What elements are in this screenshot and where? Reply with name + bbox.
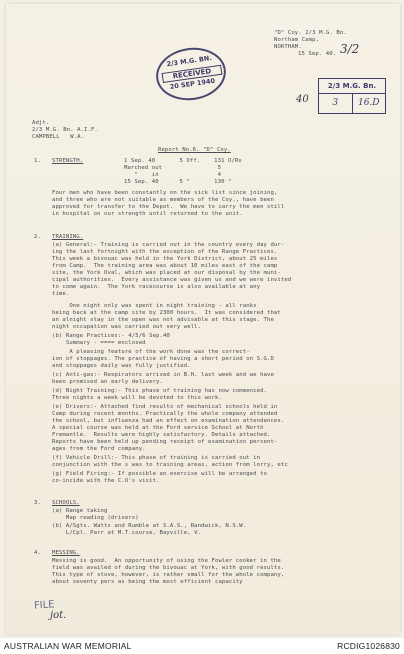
training-line: to come again. The York racecourse is also available at any (52, 284, 261, 290)
file-mark: FILE (33, 599, 55, 612)
section-number: 1. (34, 158, 41, 164)
section-heading: MESSING. (52, 550, 80, 556)
training-line: (d) Night Training:- This phase of training has now commenced. (52, 388, 267, 394)
schools-line: (a) Range taking (52, 508, 108, 514)
training-line: (g) Field Firing:- If possible an exercise will be arranged to (52, 471, 267, 477)
strength-row: Marched out 5 (124, 165, 222, 171)
messing-line: Messing is good. An opportunity of using the Fowler cooker in the (52, 558, 281, 564)
strength-row: " in 4 (124, 172, 222, 178)
section-number: 3. (34, 500, 41, 506)
received-stamp (153, 43, 230, 104)
registry-stamp (318, 78, 386, 114)
training-line: (f) Vehicle Drill:- This phase of training is carried out in (52, 455, 261, 461)
training-line: being back at the camp site by 2300 hours. It was considered that (52, 310, 281, 316)
training-line: been promised an early delivery. (52, 379, 163, 385)
training-line: site, the York Oval, which was placed at our disposal by the muni- (52, 270, 281, 276)
training-line: (e) Drivers:- Attached find results of mechanical schools held in (52, 404, 278, 410)
document-sheet (6, 4, 400, 634)
received-stamp-unit: 2/3 M.G. BN. (166, 53, 213, 69)
archive-footer (0, 638, 404, 654)
addressee-line: Adjt. (32, 120, 50, 126)
training-line: Camp during recent months. Practically the whole company attended (52, 411, 278, 417)
addressee-line: CAMPBELL W.A. (32, 134, 85, 140)
training-line: Summary - ==== enclosed (52, 340, 146, 346)
registry-stamp-title: 2/3 M.G. Bn. (319, 79, 385, 94)
schools-line: L/Cpl. Parr at M.T.course, Bayville, V. (52, 530, 202, 536)
paragraph-line: and three who are not suitable as members of the Coy., have been (52, 197, 274, 203)
training-line: night occupation was carried out very well. (52, 324, 202, 330)
training-line: A special course was held at the Ford service School at North (52, 425, 264, 431)
training-line: A pleasing feature of the work done was the correct- (52, 349, 250, 355)
header-date: 15 Sep. 40. (298, 51, 337, 57)
section-heading: SCHOOLS. (52, 500, 80, 506)
schools-line: Map reading (drivers) (52, 515, 139, 521)
paragraph-line: in hospital on our strength until returned to the unit. (52, 211, 243, 217)
training-line: (b) Range Practices:- 4/5/6 Sep.40 (52, 333, 170, 339)
header-unit: "D" Coy. 2/3 M.G. Bn. (274, 30, 347, 36)
header-camp: Northam Camp, (274, 37, 320, 43)
registry-stamp-cell: 16.D (357, 98, 380, 108)
messing-line: This type of stove, however, is rather small for the whole company, (52, 572, 285, 578)
header-town: NORTHAM. (274, 44, 302, 50)
section-heading: TRAINING. (52, 234, 84, 240)
archive-record-id: RCDIG1026830 (337, 641, 400, 651)
section-heading: STRENGTH. (52, 158, 84, 164)
strength-row: 15 Sep. 40 5 " 130 " (124, 179, 232, 185)
strength-row: 1 Sep. 40 5 Off. 131 O/Rs (124, 158, 242, 164)
schools-line: (b) A/Sgts. Watts and Rumble at S.A.S., Randwick, N.S.W. (52, 523, 247, 529)
training-line: co-incide with the C.O's visit. (52, 478, 160, 484)
handwritten-ref: 3/2 (340, 42, 360, 56)
paragraph-line: Four men who have been constantly on the sick list since joining, (52, 190, 278, 196)
training-line: Fremantle. Results were highly satisfactory. Details attached. (52, 432, 271, 438)
training-line: and stoppages daily was fully justified. (52, 363, 191, 369)
training-line: ion of stoppages. The practice of having a short period on S.G.D (52, 356, 274, 362)
training-line: ing the last fortnight with the exception of the Range Practices. (52, 249, 278, 255)
section-number: 4. (34, 550, 41, 556)
training-line: conjunction with the s was to training areas, action from lorry, etc (52, 462, 288, 468)
training-line: cipal authorities. Every assistance was given us and we were invited (52, 277, 292, 283)
report-title: Report No.6. "D" Coy. (158, 147, 231, 153)
paragraph-line: approved for transfer to the Depot. We have to carry the men still (52, 204, 285, 210)
training-line: from Camp. The training area was about 10 miles east of the camp (52, 263, 278, 269)
registry-stamp-cell: 3 (319, 94, 353, 113)
received-stamp-label: RECEIVED (162, 65, 223, 83)
section-number: 2. (34, 234, 41, 240)
registry-outside-number: 40 (296, 94, 309, 105)
training-line: (a) General:- Training is carried out in the country every day dur- (52, 242, 285, 248)
training-line: an alnight stay in the open was not advisable at this stage. The (52, 317, 274, 323)
training-line: Three nights a week will be devoted to this work. (52, 395, 222, 401)
messing-line: about seventy pers as being the most efficient capacity (52, 579, 243, 585)
archive-name: AUSTRALIAN WAR MEMORIAL (4, 641, 132, 651)
training-line: Reports have been held up pending receipt of examination percent- (52, 439, 278, 445)
received-stamp-date: 20 SEP 1940 (169, 76, 216, 92)
file-initials: jot. (50, 610, 67, 621)
addressee-line: 2/3 M.G. Bn. A.I.F. (32, 127, 98, 133)
training-line: ages from the Ford company. (52, 446, 146, 452)
training-line: time. (52, 291, 70, 297)
training-line: the school, but influenza had an effect on examination attendances. (52, 418, 285, 424)
training-line: (c) Anti-gas:- Respirators arrived in B.H. last week and we have (52, 372, 274, 378)
training-line: This week a bivouac was held in the York District, about 25 miles (52, 256, 278, 262)
messing-line: field was availed of during the bivouac at York, with good results. (52, 565, 285, 571)
training-line: One night only was spent in night training - all ranks (52, 303, 257, 309)
